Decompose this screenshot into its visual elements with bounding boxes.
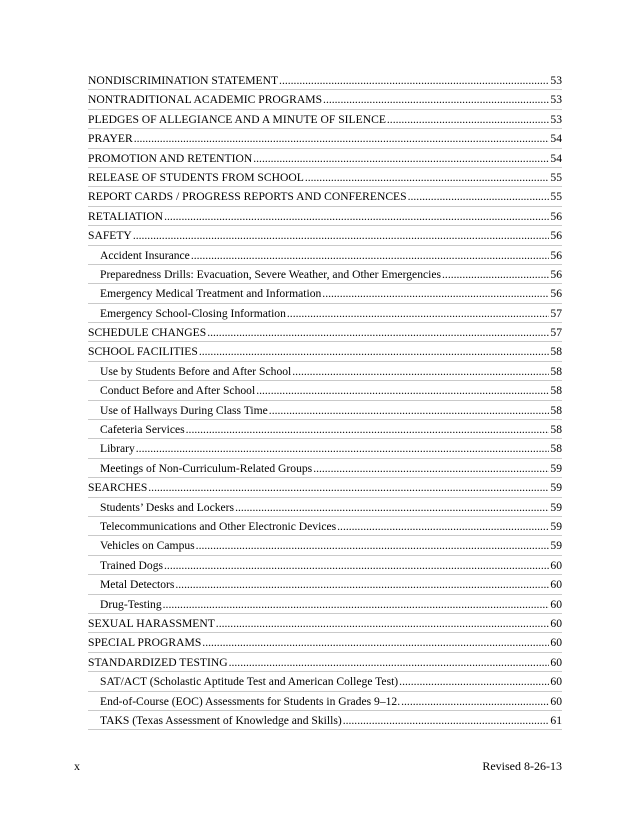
dot-leader <box>253 149 549 168</box>
toc-entry-page: 54 <box>550 151 562 165</box>
toc-entry-title: Emergency Medical Treatment and Information <box>100 287 322 301</box>
toc-entry-page: 60 <box>550 655 562 669</box>
toc-entry-page: 59 <box>550 481 562 495</box>
toc-entry[interactable] <box>88 71 562 90</box>
toc-entry-title: Accident Insurance <box>100 248 190 262</box>
dot-leader <box>148 478 549 497</box>
dot-leader <box>442 265 549 284</box>
toc-entry-title: PRAYER <box>88 132 133 146</box>
toc-entry-title: Use of Hallways During Class Time <box>100 403 268 417</box>
toc-entry-page: 59 <box>550 519 562 533</box>
toc-entry-title: Emergency School-Closing Information <box>100 306 286 320</box>
dot-leader <box>387 110 550 129</box>
toc-entry-title: TAKS (Texas Assessment of Knowledge and Skills) <box>100 713 342 727</box>
toc-entry-title: RELEASE OF STUDENTS FROM SCHOOL <box>88 170 304 184</box>
toc-entry-page: 59 <box>550 461 562 475</box>
toc-entry-title: NONTRADITIONAL ACADEMIC PROGRAMS <box>88 93 323 107</box>
toc-entry-title: SAT/ACT (Scholastic Aptitude Test and American College Test) <box>100 675 399 689</box>
dot-leader <box>175 575 549 594</box>
toc-subentry[interactable] <box>88 672 562 691</box>
dot-leader <box>337 517 549 536</box>
toc-entry-page: 56 <box>550 267 562 281</box>
toc-entry-title: PLEDGES OF ALLEGIANCE AND A MINUTE OF SILENCE <box>88 112 386 126</box>
toc-entry-title: SPECIAL PROGRAMS <box>88 636 202 650</box>
toc-entry[interactable] <box>88 323 562 342</box>
toc-entry-title: Metal Detectors <box>100 578 175 592</box>
toc-subentry[interactable] <box>88 692 562 711</box>
toc-entry-page: 53 <box>550 93 562 107</box>
toc-entry-page: 58 <box>550 442 562 456</box>
table-of-contents <box>88 71 562 730</box>
toc-subentry[interactable] <box>88 556 562 575</box>
toc-subentry[interactable] <box>88 401 562 420</box>
toc-entry-page: 58 <box>550 403 562 417</box>
toc-entry-page: 60 <box>550 694 562 708</box>
dot-leader <box>313 459 549 478</box>
toc-entry-title: SEXUAL HARASSMENT <box>88 616 215 630</box>
dot-leader <box>216 614 550 633</box>
toc-entry-title: Trained Dogs <box>100 558 164 572</box>
toc-entry-page: 53 <box>550 112 562 126</box>
toc-entry-page: 61 <box>550 713 562 727</box>
toc-entry-page: 53 <box>550 74 562 87</box>
toc-entry[interactable] <box>88 478 562 497</box>
toc-subentry[interactable] <box>88 246 562 265</box>
toc-entry-page: 56 <box>550 229 562 243</box>
toc-entry-title: Use by Students Before and After School <box>100 364 292 378</box>
toc-entry[interactable] <box>88 149 562 168</box>
toc-entry-title: Meetings of Non-Curriculum-Related Groups <box>100 461 313 475</box>
dot-leader <box>207 323 549 342</box>
dot-leader <box>322 284 549 303</box>
toc-entry-title: End-of-Course (EOC) Assessments for Students in Grades 9–12. <box>100 694 401 708</box>
toc-entry-title: Library <box>100 442 135 456</box>
dot-leader <box>256 381 549 400</box>
dot-leader <box>164 556 549 575</box>
toc-entry-page: 55 <box>550 190 562 204</box>
toc-entry-page: 60 <box>550 578 562 592</box>
toc-entry-page: 60 <box>550 597 562 611</box>
toc-subentry[interactable] <box>88 575 562 594</box>
toc-entry-page: 58 <box>550 423 562 437</box>
toc-entry[interactable] <box>88 653 562 672</box>
toc-entry[interactable] <box>88 342 562 361</box>
toc-entry[interactable] <box>88 226 562 245</box>
toc-entry-page: 58 <box>550 345 562 359</box>
toc-entry[interactable] <box>88 614 562 633</box>
toc-subentry[interactable] <box>88 265 562 284</box>
dot-leader <box>202 633 549 652</box>
toc-subentry[interactable] <box>88 459 562 478</box>
dot-leader <box>136 439 550 458</box>
toc-entry-title: PROMOTION AND RETENTION <box>88 151 253 165</box>
toc-entry-page: 55 <box>550 170 562 184</box>
toc-subentry[interactable] <box>88 595 562 614</box>
toc-entry-page: 60 <box>550 636 562 650</box>
dot-leader <box>305 168 550 187</box>
toc-entry-page: 54 <box>550 132 562 146</box>
toc-entry-page: 56 <box>550 209 562 223</box>
dot-leader <box>269 401 550 420</box>
toc-entry-page: 60 <box>550 558 562 572</box>
dot-leader <box>164 207 549 226</box>
toc-entry-title: STANDARDIZED TESTING <box>88 655 228 669</box>
toc-entry-title: Conduct Before and After School <box>100 384 256 398</box>
dot-leader <box>191 246 550 265</box>
toc-entry[interactable] <box>88 129 562 148</box>
toc-subentry[interactable] <box>88 498 562 517</box>
toc-entry[interactable] <box>88 90 562 109</box>
row-rule <box>88 729 562 730</box>
toc-entry-title: Drug-Testing <box>100 597 162 611</box>
toc-subentry[interactable] <box>88 284 562 303</box>
toc-entry-title: Cafeteria Services <box>100 423 185 437</box>
dot-leader <box>399 672 549 691</box>
toc-entry-title: Telecommunications and Other Electronic Devices <box>100 519 337 533</box>
toc-subentry[interactable] <box>88 362 562 381</box>
toc-entry-title: RETALIATION <box>88 209 164 223</box>
toc-subentry[interactable] <box>88 381 562 400</box>
dot-leader <box>163 595 550 614</box>
toc-entry-page: 56 <box>550 287 562 301</box>
dot-leader <box>287 304 550 323</box>
dot-leader <box>279 71 549 90</box>
dot-leader <box>134 129 550 148</box>
dot-leader <box>186 420 550 439</box>
toc-entry[interactable] <box>88 110 562 129</box>
dot-leader <box>133 226 550 245</box>
toc-subentry[interactable] <box>88 304 562 323</box>
toc-subentry[interactable] <box>88 711 562 730</box>
toc-subentry[interactable] <box>88 536 562 555</box>
dot-leader <box>323 90 549 109</box>
dot-leader <box>235 498 549 517</box>
dot-leader <box>401 692 549 711</box>
toc-entry-title: Preparedness Drills: Evacuation, Severe Weather, and Other Emergencies <box>100 267 442 281</box>
toc-entry-page: 59 <box>550 539 562 553</box>
toc-entry[interactable] <box>88 633 562 652</box>
toc-entry-title: Vehicles on Campus <box>100 539 195 553</box>
page-number: x <box>74 759 80 773</box>
toc-entry-title: SAFETY <box>88 229 132 243</box>
toc-entry-title: SCHEDULE CHANGES <box>88 326 207 340</box>
toc-entry-title: SEARCHES <box>88 481 148 495</box>
toc-entry[interactable] <box>88 168 562 187</box>
toc-entry-title: REPORT CARDS / PROGRESS REPORTS AND CONFERENCES <box>88 190 407 204</box>
dot-leader <box>343 711 550 730</box>
toc-entry-page: 56 <box>550 248 562 262</box>
toc-entry-page: 58 <box>550 384 562 398</box>
toc-entry-title: Students’ Desks and Lockers <box>100 500 235 514</box>
toc-entry-title: NONDISCRIMINATION STATEMENT <box>88 74 279 87</box>
toc-subentry[interactable] <box>88 439 562 458</box>
toc-entry[interactable] <box>88 207 562 226</box>
dot-leader <box>196 536 550 555</box>
toc-entry-page: 60 <box>550 675 562 689</box>
dot-leader <box>408 187 550 206</box>
toc-subentry[interactable] <box>88 517 562 536</box>
toc-entry-page: 60 <box>550 616 562 630</box>
toc-entry-page: 59 <box>550 500 562 514</box>
dot-leader <box>229 653 550 672</box>
dot-leader <box>292 362 549 381</box>
toc-entry-page: 57 <box>550 326 562 340</box>
dot-leader <box>199 342 550 361</box>
toc-entry-page: 58 <box>550 364 562 378</box>
toc-subentry[interactable] <box>88 420 562 439</box>
toc-entry-page: 57 <box>550 306 562 320</box>
revision-date: Revised 8-26-13 <box>482 759 562 773</box>
toc-entry-title: SCHOOL FACILITIES <box>88 345 198 359</box>
toc-entry[interactable] <box>88 187 562 206</box>
